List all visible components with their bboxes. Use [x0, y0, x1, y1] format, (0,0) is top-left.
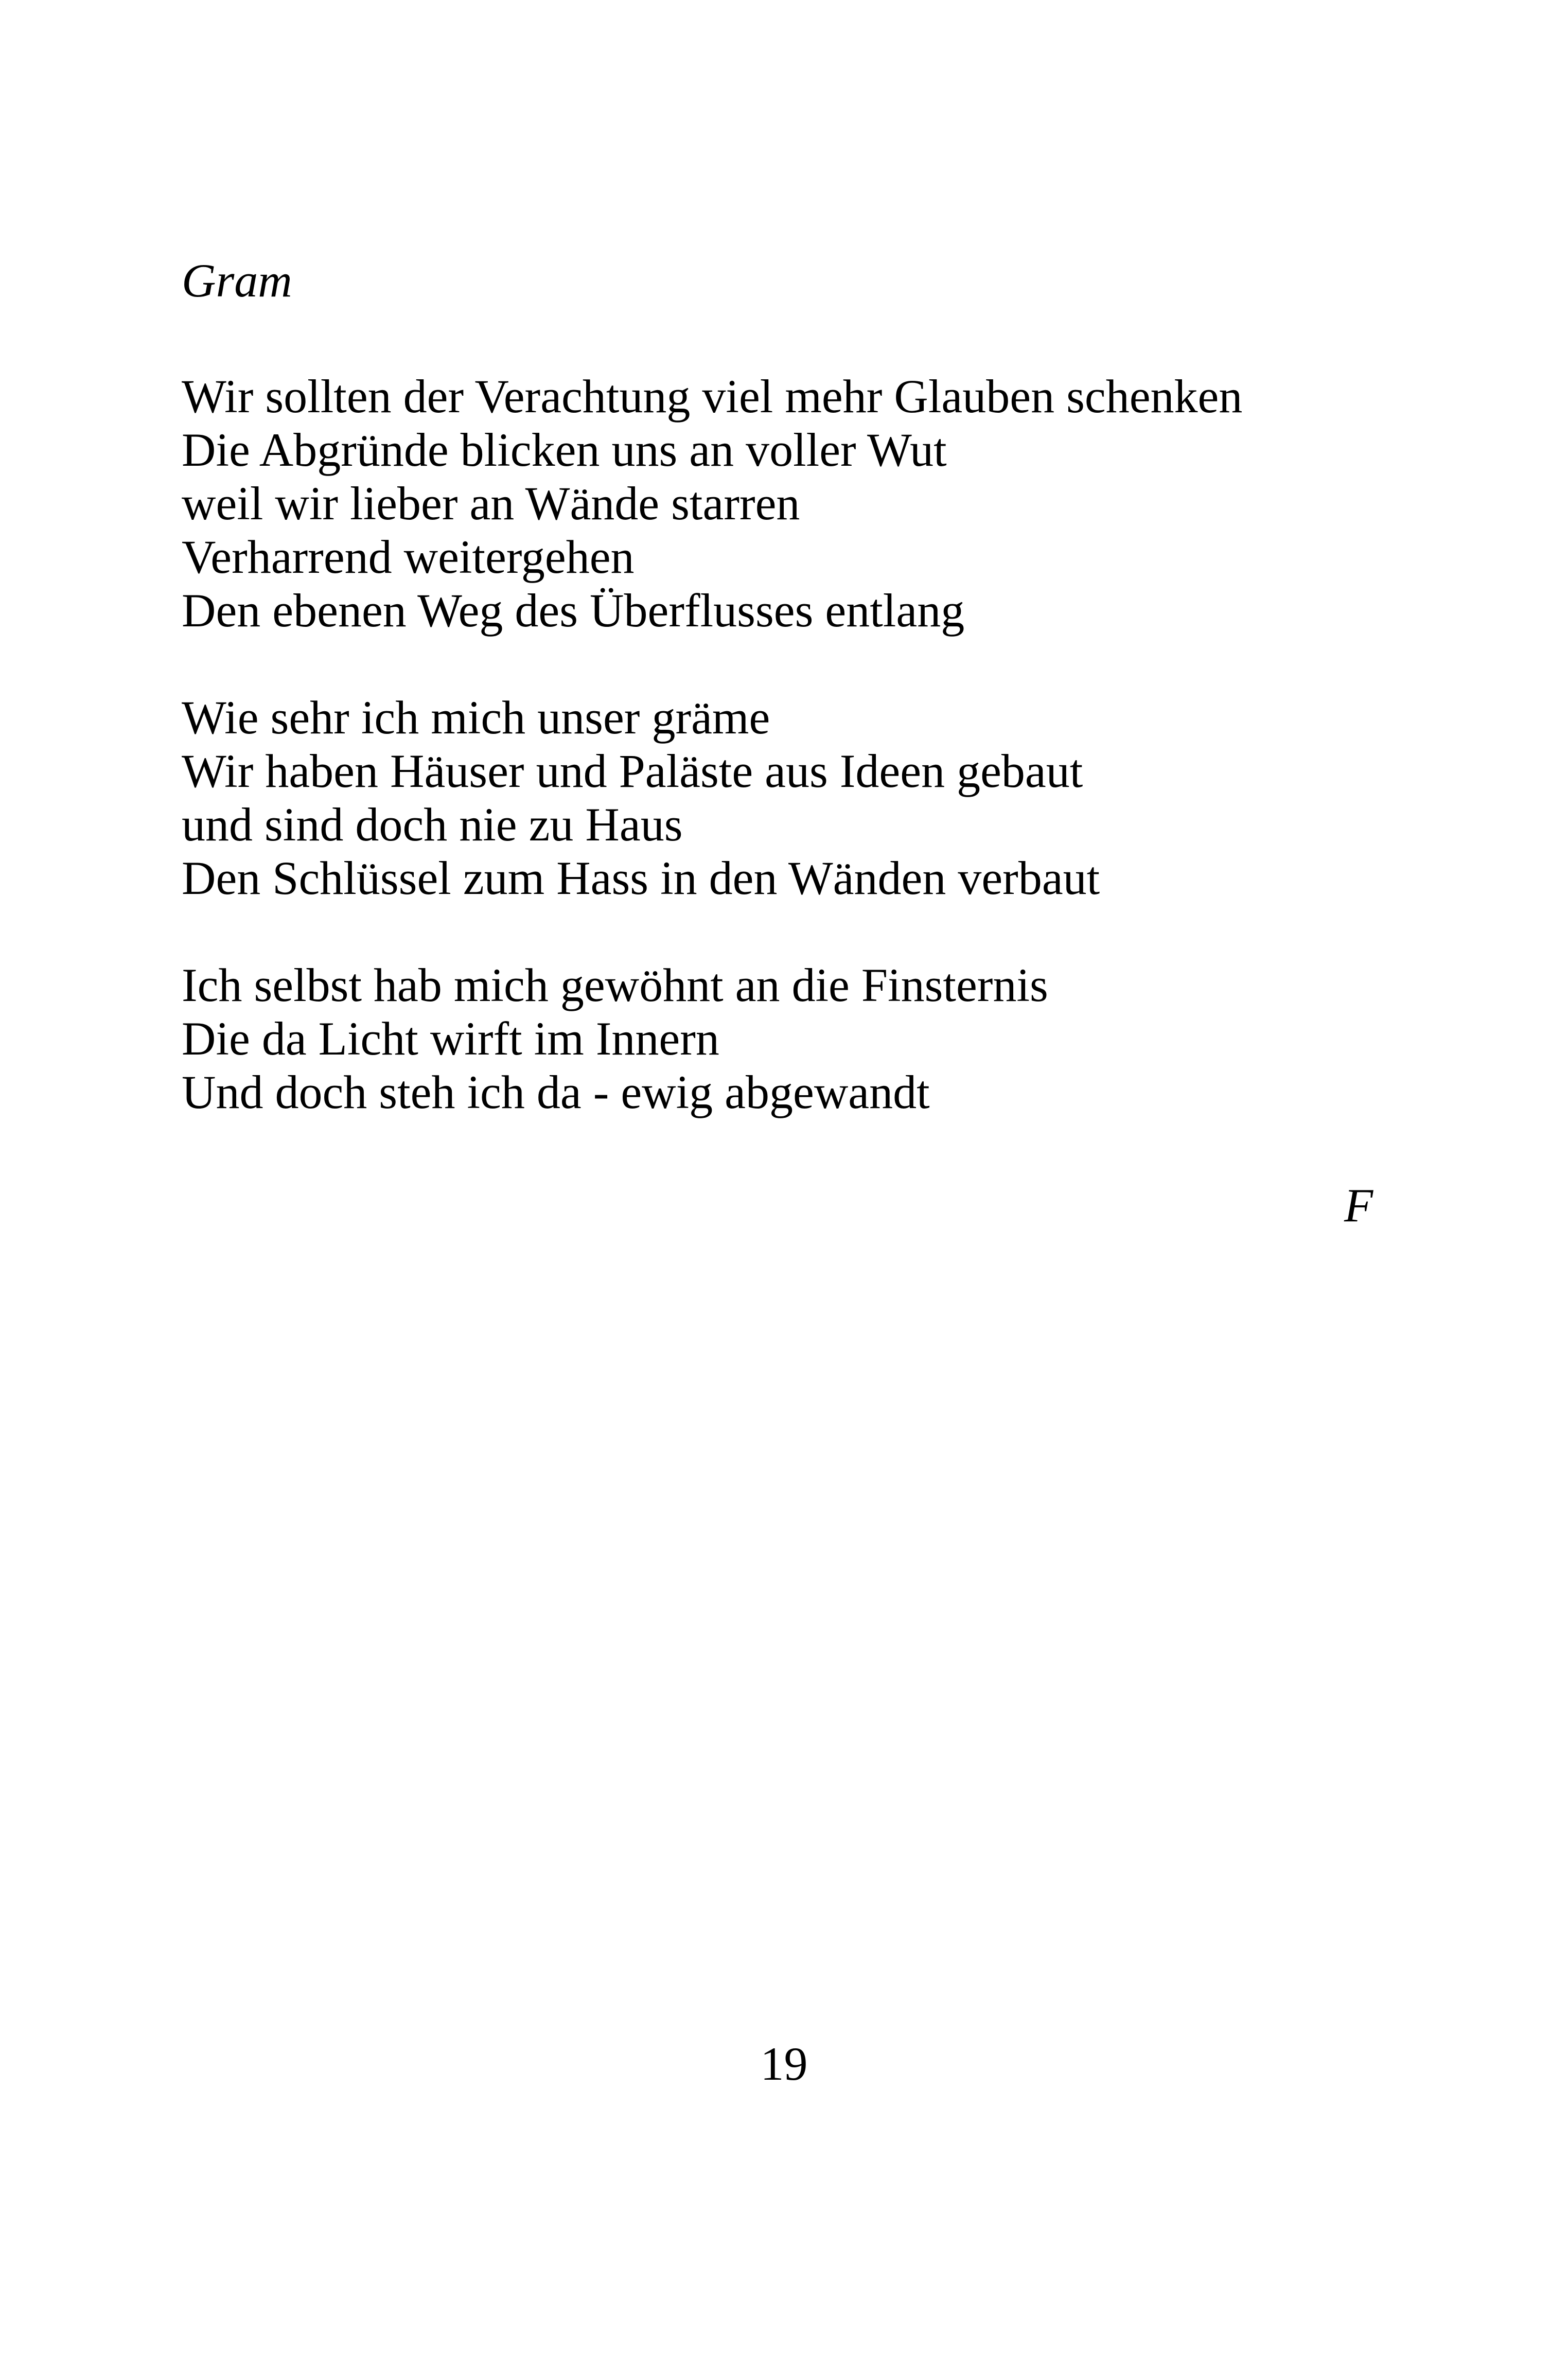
- poem-line: Wir haben Häuser und Paläste aus Ideen gebaut: [182, 745, 1083, 797]
- poem-line: Verharrend weitergehen: [182, 531, 635, 583]
- page-number: 19: [760, 2038, 808, 2090]
- poem-stanza-3: [182, 958, 1048, 1119]
- poem-line: und sind doch nie zu Haus: [182, 798, 683, 851]
- author-signature: F: [1344, 1179, 1373, 1232]
- poem-line: Wie sehr ich mich unser gräme: [182, 691, 770, 744]
- poem-line: Die Abgründe blicken uns an voller Wut: [182, 424, 947, 476]
- poem-line: Und doch steh ich da - ewig abgewandt: [182, 1066, 930, 1118]
- poem-line: Wir sollten der Verachtung viel mehr Glauben schenken: [182, 370, 1243, 423]
- poem-line: weil wir lieber an Wände starren: [182, 477, 800, 530]
- poem-line: Die da Licht wirft im Innern: [182, 1012, 719, 1065]
- poem-stanza-1: [182, 370, 1242, 637]
- poem-line: Den Schlüssel zum Hass in den Wänden verbaut: [182, 852, 1100, 904]
- poem-line: Den ebenen Weg des Überflusses entlang: [182, 584, 965, 637]
- poem-stanza-2: [182, 691, 1100, 905]
- poem-title: Gram: [182, 254, 292, 307]
- poem-line: Ich selbst hab mich gewöhnt an die Finsternis: [182, 959, 1048, 1011]
